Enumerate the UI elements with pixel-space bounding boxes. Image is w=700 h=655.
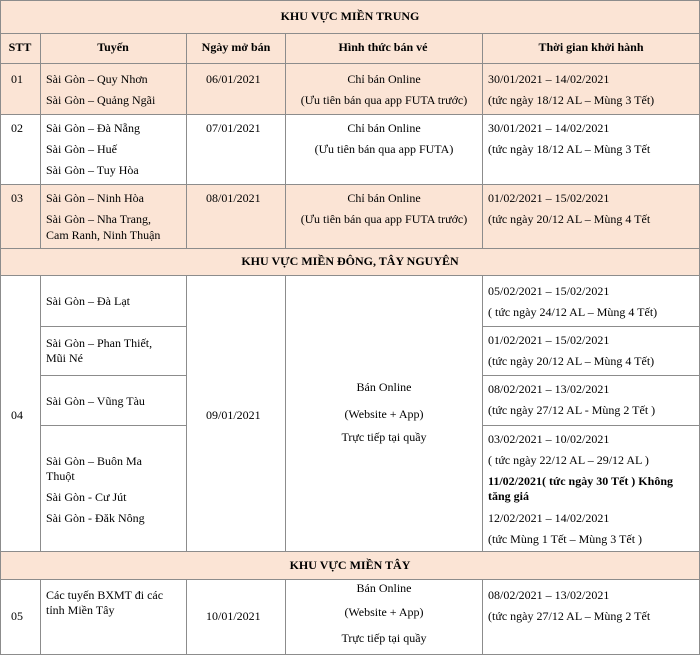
header-sale-method: Hình thức bán vé [338,40,428,54]
row-04-phanthiet-depart-2: (tức ngày 20/12 AL – Mùng 4 Tết) [488,354,655,368]
row-04-route-phanthiet-1: Sài Gòn – Phan Thiết, [46,336,153,350]
row-04-bmt-depart-1: 03/02/2021 – 10/02/2021 [488,432,610,446]
row-01-sale-2: (Ưu tiên bán qua app FUTA trước) [300,93,468,107]
row-04-sale-3: Trực tiếp tại quầy [341,430,427,444]
row-01-depart-1: 30/01/2021 – 14/02/2021 [488,72,610,86]
row-05-stt: 05 [11,609,23,623]
row-02-open-date: 07/01/2021 [206,121,261,135]
row-01-stt: 01 [11,72,23,86]
row-04-bmt-closed-1: 11/02/2021( tức ngày 30 Tết ) Không [488,474,673,488]
row-02-depart-2: (tức ngày 18/12 AL – Mùng 3 Tết [488,142,651,156]
row-02-route-1: Sài Gòn – Đà Nẵng [46,121,140,135]
row-05-sale-1: Bán Online [356,581,412,595]
header-open-date: Ngày mở bán [201,40,271,54]
row-04-route-buonmathuot-2: Thuột [46,469,75,483]
row-01-depart-2: (tức ngày 18/12 AL – Mùng 3 Tết) [488,93,655,107]
row-04-bmt-closed-2: tăng giá [488,489,530,503]
header-route: Tuyến [97,40,129,54]
row-05-route-2: tỉnh Miền Tây [46,603,115,617]
row-04-sale-2: (Website + App) [344,407,424,421]
row-04-route-dalat: Sài Gòn – Đà Lạt [46,294,130,308]
row-03-sale-2: (Ưu tiên bán qua app FUTA trước) [300,212,468,226]
row-02-stt: 02 [11,121,23,135]
row-02-route-2: Sài Gòn – Huế [46,142,117,156]
row-03-depart-2: (tức ngày 20/12 AL – Mùng 4 Tết [488,212,651,226]
row-03-stt: 03 [11,191,23,205]
row-04-dalat-depart-2: ( tức ngày 24/12 AL – Mùng 4 Tết) [488,305,658,319]
row-01-route-1: Sài Gòn – Quy Nhơn [46,72,148,86]
row-02-sale-2: (Ưu tiên bán qua app FUTA) [314,142,454,156]
row-04-open-date: 09/01/2021 [206,408,261,422]
row-03-route-3: Cam Ranh, Ninh Thuận [46,228,161,242]
row-04-route-daknong: Sài Gòn - Đăk Nông [46,511,145,525]
row-05-sale-3: Trực tiếp tại quầy [341,631,427,645]
row-05-depart-2: (tức ngày 27/12 AL – Mùng 2 Tết [488,609,651,623]
section-title-mien-dong: KHU VỰC MIỀN ĐÔNG, TÂY NGUYÊN [241,254,459,268]
row-05-depart-1: 08/02/2021 – 13/02/2021 [488,588,610,602]
row-04-vungtau-depart-1: 08/02/2021 – 13/02/2021 [488,382,610,396]
section-title-mien-trung: KHU VỰC MIỀN TRUNG [280,9,420,23]
header-departure-time: Thời gian khởi hành [538,40,644,54]
header-stt: STT [8,40,32,54]
section-title-mien-tay: KHU VỰC MIỀN TÂY [289,558,411,572]
row-04-route-vungtau: Sài Gòn – Vũng Tàu [46,394,145,408]
row-01-route-2: Sài Gòn – Quảng Ngãi [46,93,156,107]
row-03-sale-1: Chỉ bán Online [347,191,421,205]
row-04-dalat-depart-1: 05/02/2021 – 15/02/2021 [488,284,610,298]
row-03-open-date: 08/01/2021 [206,191,261,205]
row-01-sale-1: Chỉ bán Online [347,72,421,86]
row-04-stt: 04 [11,408,23,422]
row-05-route-1: Các tuyến BXMT đi các [46,588,164,602]
row-04-phanthiet-depart-1: 01/02/2021 – 15/02/2021 [488,333,610,347]
row-04-bmt-depart2-1: 12/02/2021 – 14/02/2021 [488,511,610,525]
row-04-route-cujut: Sài Gòn - Cư Jút [46,490,127,504]
row-02-depart-1: 30/01/2021 – 14/02/2021 [488,121,610,135]
row-05-open-date: 10/01/2021 [206,609,261,623]
row-04-route-phanthiet-2: Mũi Né [46,351,83,365]
row-02-route-3: Sài Gòn – Tuy Hòa [46,163,139,177]
row-03-route-1: Sài Gòn – Ninh Hòa [46,191,144,205]
row-02-sale-1: Chỉ bán Online [347,121,421,135]
row-04-sale-1: Bán Online [356,380,412,394]
row-01-open-date: 06/01/2021 [206,72,261,86]
row-03-depart-1: 01/02/2021 – 15/02/2021 [488,191,610,205]
row-04-vungtau-depart-2: (tức ngày 27/12 AL - Mùng 2 Tết ) [488,403,656,417]
row-04-route-buonmathuot-1: Sài Gòn – Buôn Ma [46,454,142,468]
row-04-bmt-depart2-2: (tức Mùng 1 Tết – Mùng 3 Tết ) [488,532,643,546]
row-05-sale-2: (Website + App) [344,605,424,619]
row-04-bmt-depart-2: ( tức ngày 22/12 AL – 29/12 AL ) [488,453,649,467]
row-03-route-2: Sài Gòn – Nha Trang, [46,212,152,226]
